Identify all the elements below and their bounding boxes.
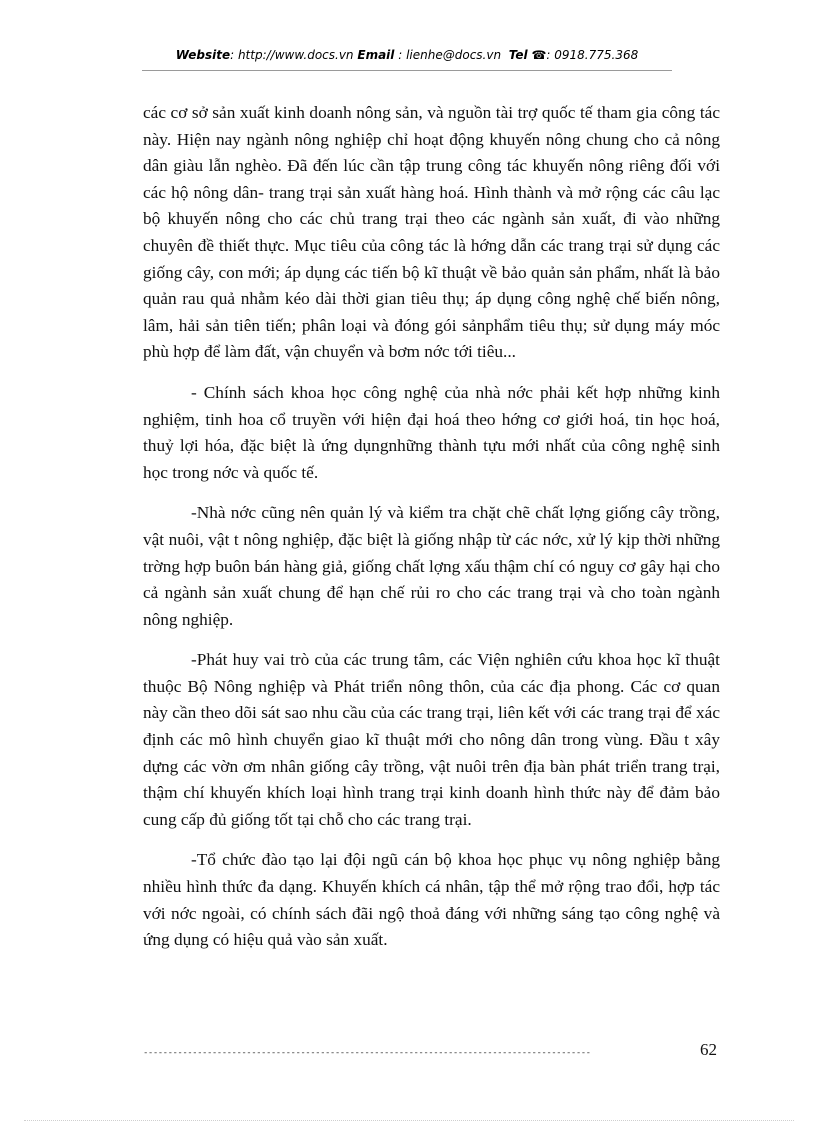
- tel-label: Tel: [508, 48, 528, 62]
- phone-icon: ☎: [531, 48, 547, 62]
- paragraph-2: - Chính sách khoa học công nghệ của nhà nớc phải kết hợp những kinh nghiệm, tinh hoa cổ truyền với hiện đại hoá theo hớng cơ giới hoá, tin học hoá, thuỷ lợi hóa, đặc biệt là ứng dụngnhững thành tựu mới nhất của công nghệ sinh học trong nớc và quốc tế.: [143, 382, 720, 482]
- paragraph-3: -Nhà nớc cũng nên quản lý và kiểm tra chặt chẽ chất lợng giống cây trồng, vật nuôi, vật t nông nghiệp, đặc biệt là giống nhập từ các nớc, xử lý kịp thời những trờng hợp buôn bán hàng giả, giống chất lợng xấu thậm chí có nguy cơ gây hại cho cả ngành sản xuất chung để hạn chế rủi ro cho các trang trại và cho toàn ngành nông nghiệp.: [143, 503, 720, 629]
- header-divider: [142, 70, 672, 71]
- footer-divider: -------------------------------------------------------------------------------------------: [143, 1048, 591, 1058]
- page-number: 62: [700, 1040, 717, 1059]
- paragraph-1: các cơ sở sản xuất kinh doanh nông sản, và nguồn tài trợ quốc tế tham gia công tác này. Hiện nay ngành nông nghiệp chỉ hoạt động khuyến nông chung cho cả nông dân giàu lẫn nghèo. Đã đến lúc cần tập trung công tác khuyến nông riêng đối với các hộ nông dân- trang trại sản xuất hàng hoá. Hình thành và mở rộng các câu lạc bộ khuyến nông cho các chủ trang trại theo các ngành sản xuất, đi vào những chuyên đề thiết thực. Mục tiêu của công tác là hớng dẫn các trang trại sử dụng các giống cây, con mới; áp dụng các tiến bộ kĩ thuật về bảo quản sản phẩm, nhất là bảo quản rau quả nhằm kéo dài thời gian tiêu thụ; áp dụng công nghệ chế biến nông, lâm, hải sản tiên tiến; phân loại và đóng gói sảnphẩm tiêu thụ; sử dụng máy móc phù hợp để làm đất, vận chuyển và bơm nớc tới tiêu...: [143, 103, 720, 362]
- website-value: : http://www.docs.vn: [230, 48, 354, 62]
- page-header: [142, 48, 672, 72]
- page-edge-dots: [24, 1120, 794, 1121]
- email-label: Email: [357, 48, 395, 62]
- website-label: Website: [175, 48, 231, 62]
- paragraph-5: -Tổ chức đào tạo lại đội ngũ cán bộ khoa học phục vụ nông nghiệp bằng nhiều hình thức đa dạng. Khuyến khích cá nhân, tập thể mở rộng trao đổi, hợp tác với nớc ngoài, có chính sách đãi ngộ thoả đáng với những sáng tạo công nghệ và ứng dụng có hiệu quả vào sản xuất.: [143, 850, 720, 950]
- email-value: : lienhe@docs.vn: [398, 48, 502, 62]
- document-body: [143, 100, 720, 968]
- paragraph-4: -Phát huy vai trò của các trung tâm, các Viện nghiên cứu khoa học kĩ thuật thuộc Bộ Nông nghiệp và Phát triển nông thôn, của các địa phong. Các cơ quan này cần theo dõi sát sao nhu cầu của các trang trại, liên kết với các trang trại để xác định các mô hình chuyển giao kĩ thuật mới cho nông dân trong vùng. Đầu t xây dựng các vờn ơm nhân giống cây trồng, vật nuôi trên địa bàn phát triển trang trại, thậm chí khuyến khích loại hình trang trại kinh doanh hình thức này để đảm bảo cung cấp đủ giống tốt tại chỗ cho các trang trại.: [143, 650, 720, 829]
- tel-value: : 0918.775.368: [546, 48, 639, 62]
